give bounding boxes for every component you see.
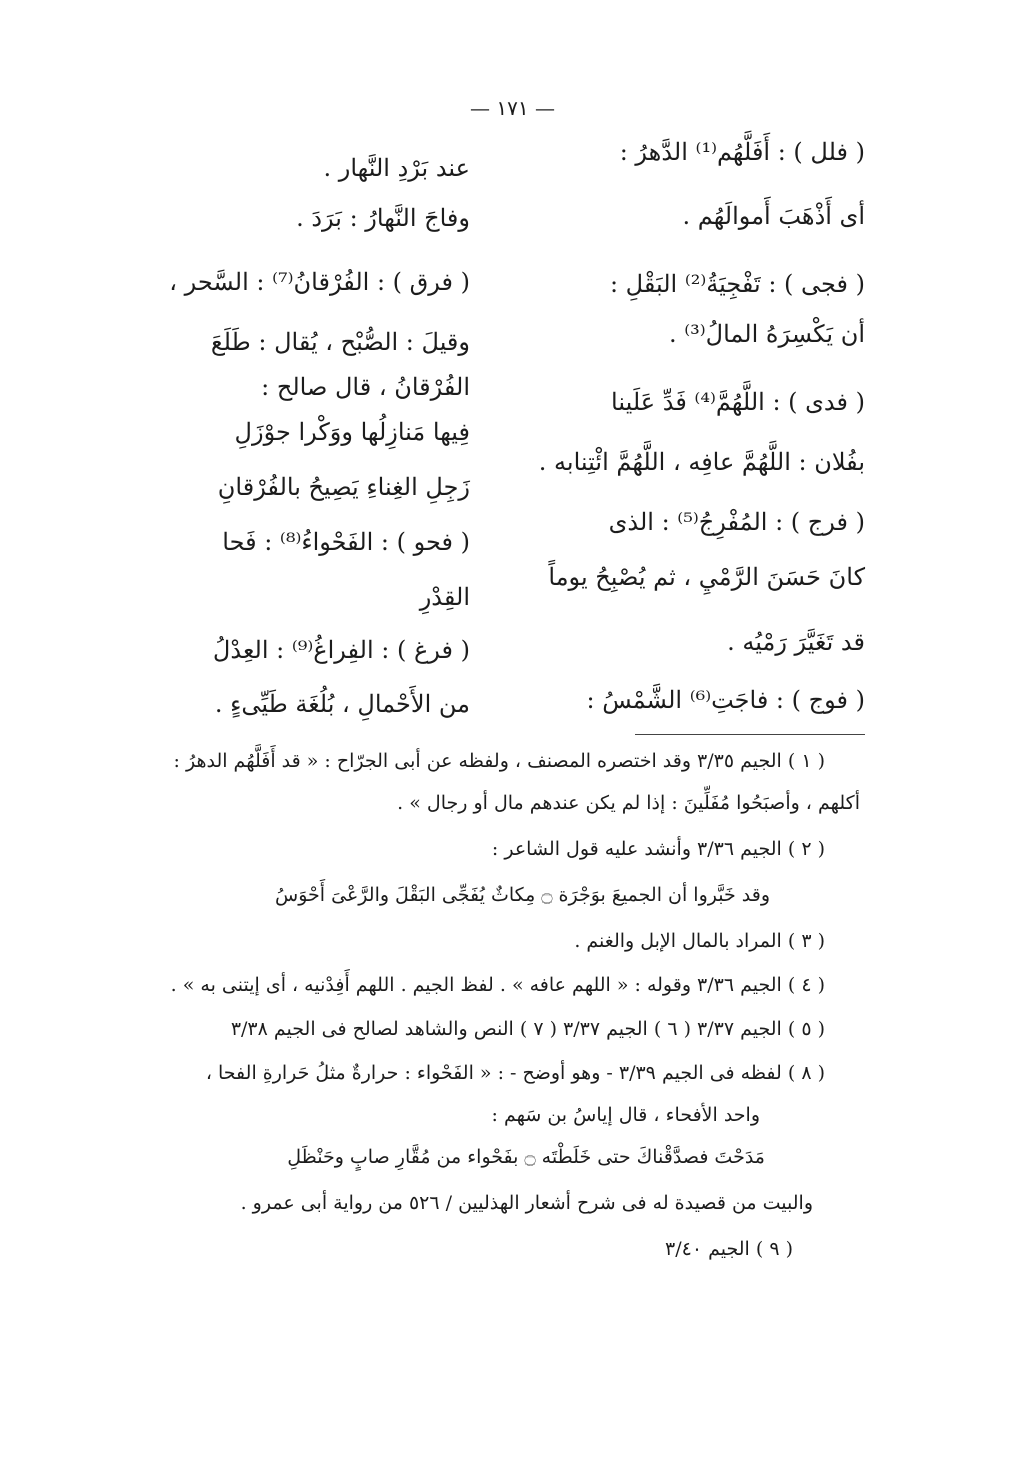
page-number: — ١٧١ —: [470, 96, 555, 120]
footnote-line: أكلهم ، وأصبَحُوا مُفَلِّينَ : إذا لم يكن عندهم مال أو رجال » .: [397, 792, 860, 814]
footnote-line: ( ٨ ) لفظه فى الجيم ٣/٣٩ - وهو أوضح - : « الفَحْواء : حرارةٌ مثلُ حَرارةِ الفحا ،: [205, 1062, 825, 1084]
footnote-line: ( ٥ ) الجيم ٣/٣٧ ( ٦ ) الجيم ٣/٣٧ ( ٧ ) النص والشاهد لصالح فى الجيم ٣/٣٨: [230, 1018, 825, 1040]
text-line: وفاجَ النَّهارُ : بَرَدَ .: [296, 204, 470, 232]
text-line: أى أَذْهَبَ أَموالَهُم .: [682, 202, 865, 230]
text-line: ( فرج ) : المُفْرِجُ⁽⁵⁾ : الذى: [608, 508, 865, 536]
text-line: الفُرْقانُ ، قال صالح :: [261, 373, 470, 401]
text-line: أن يَكْسِرَهُ المالُ⁽³⁾ .: [669, 320, 865, 348]
text-line: ( فحو ) : الفَحْواءُ⁽⁸⁾ : فَحا: [222, 528, 470, 556]
text-line: من الأَحْمالِ ، بُلُغَة طَيِّىءٍ .: [214, 690, 470, 718]
footnote-line: واحد الأفحاء ، قال إياسُ بن سَهم :: [491, 1104, 760, 1126]
text-line: ( فرق ) : الفُرْقانُ⁽⁷⁾ : السَّحر ،: [169, 268, 470, 296]
footnote-line: والبيت من قصيدة له فى شرح أشعار الهذليين / ٥٢٦ من رواية أبى عمرو .: [240, 1192, 813, 1214]
footnote-line: ( ١ ) الجيم ٣/٣٥ وقد اختصره المصنف ، ولفظه عن أبى الجرّاح : « قد أَفَلَّهُم الدهرُ :: [173, 750, 825, 772]
footnote-line: ( ٤ ) الجيم ٣/٣٦ وقوله : « اللهم عافه » . لفظ الجيم . اللهم أَفِدْنيه ، أى إيتنى به » .: [170, 974, 825, 996]
text-line: ( فجى ) : تَفْجِيَةُ⁽²⁾ البَقْلِ :: [609, 270, 865, 298]
footnote-separator: [635, 734, 865, 735]
verse-line: زَجِلِ الغِناءِ يَصِيحُ بالفُرْقانِ: [217, 473, 470, 501]
text-line: وقيلَ : الصُّبْح ، يُقال : طَلَعَ: [210, 328, 470, 356]
text-line: بفُلان : اللَّهُمَّ عافِه ، اللَّهُمَّ ائْتِنابه .: [538, 448, 865, 476]
text-line: القِدْرِ: [419, 583, 470, 611]
text-line: كانَ حَسَنَ الرَّمْيِ ، ثم يُصْبِحُ يوماً: [548, 563, 865, 591]
text-line: عند بَرْدِ النَّهار .: [323, 154, 470, 182]
footnote-line: ( ٣ ) المراد بالمال الإبل والغنم .: [574, 930, 825, 952]
footnote-line: ( ٢ ) الجيم ٣/٣٦ وأنشد عليه قول الشاعر :: [491, 838, 825, 860]
footnote-verse: وقد خَبَّروا أن الجميعَ بوَجْرَة ۝ مِكاثٌ يُفَجِّى البَقْلَ والرَّعْىَ أَحْوَسُ: [275, 884, 770, 906]
text-line: ( فدى ) : اللَّهُمَّ⁽⁴⁾ فَدِّ عَلَينا: [611, 388, 865, 416]
text-line: ( فرغ ) : الفِراغُ⁽⁹⁾ : العِدْلُ: [212, 636, 470, 664]
text-line: ( فلل ) : أَفَلَّهُم⁽¹⁾ الدَّهرُ :: [619, 138, 865, 166]
footnote-line: ( ٩ ) الجيم ٣/٤٠: [665, 1238, 793, 1260]
verse-line: فِيها مَنازِلُها ووَكْرا جوْزَلِ: [234, 418, 470, 446]
footnote-verse: مَدَحْتَ فصدَّقْناكَ حتى خَلَطْتَه ۝ بفَحْواء من مُقَّارِ صابٍ وحَنْظَلِ: [287, 1146, 765, 1168]
text-line: ( فوج ) : فاجَتِ⁽⁶⁾ الشَّمْسُ :: [586, 686, 865, 714]
text-line: قد تَغَيَّرَ رَمْيُه .: [727, 628, 865, 656]
